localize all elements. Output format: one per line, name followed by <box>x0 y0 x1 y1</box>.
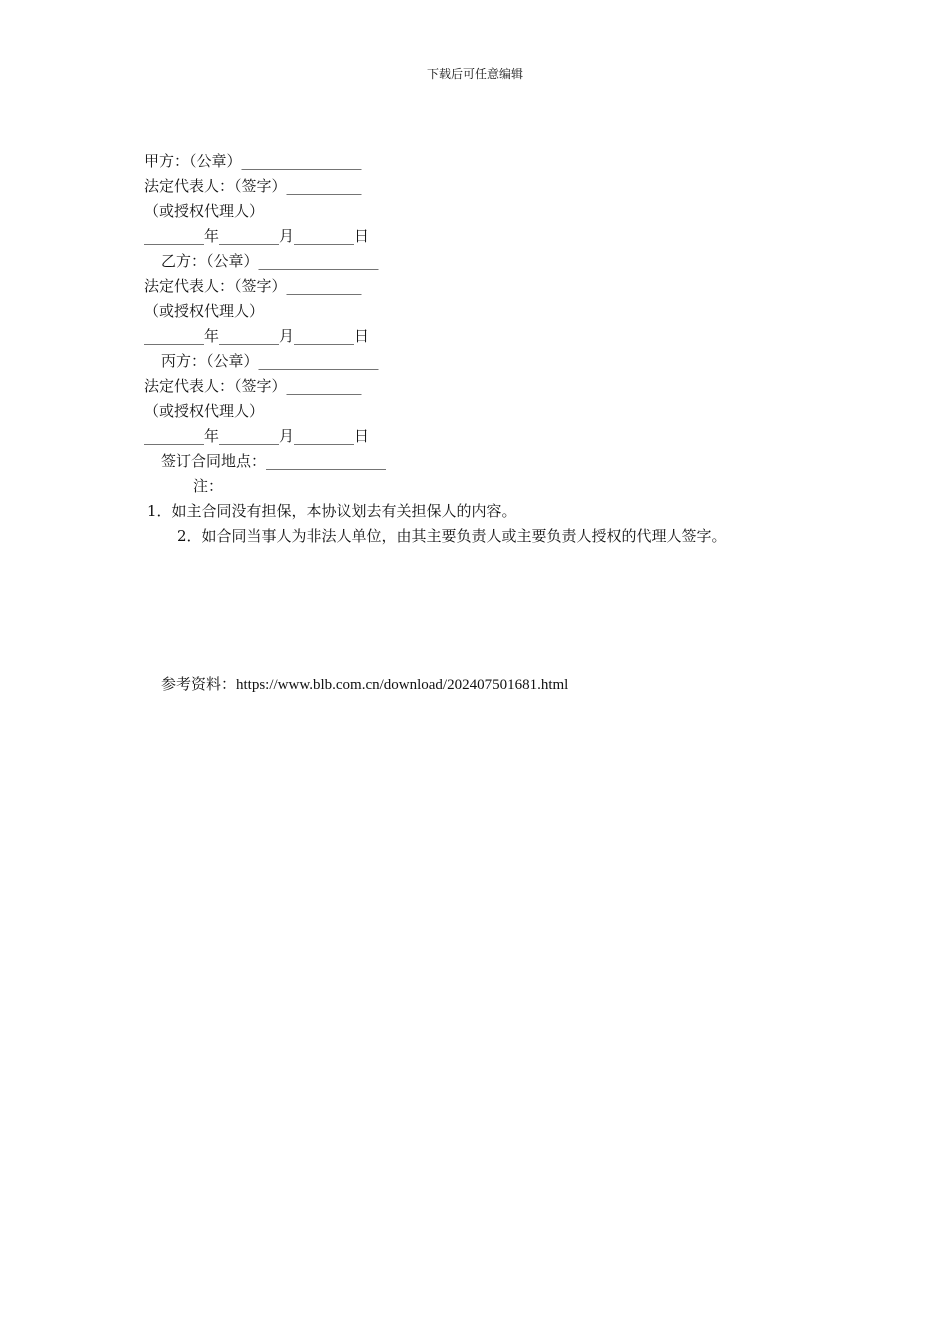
note-item: 2．如合同当事人为非法人单位，由其主要负责人或主要负责人授权的代理人签字。 <box>177 527 727 545</box>
party-c-agent-line: （或授权代理人） <box>144 402 265 420</box>
signing-place-line: 签订合同地点：________________ <box>161 452 387 470</box>
party-a-representative-line: 法定代表人：（签字）__________ <box>144 177 362 195</box>
page-header: 下载后可任意编辑 <box>426 67 523 81</box>
party-b-agent-line: （或授权代理人） <box>144 302 265 320</box>
reference-link-text: 参考资料：https://www.blb.com.cn/download/202407501681.html <box>161 677 569 693</box>
party-c-seal-line: 丙方：（公章）________________ <box>161 352 379 370</box>
party-b-seal-line: 乙方：（公章）________________ <box>161 252 379 270</box>
party-a-agent-line: （或授权代理人） <box>144 202 265 220</box>
note-item: 1．如主合同没有担保，本协议划去有关担保人的内容。 <box>147 502 517 520</box>
party-b-date-line: ________年________月________日 <box>144 327 370 345</box>
party-a-seal-line: 甲方：（公章）________________ <box>144 152 362 170</box>
party-c-date-line: ________年________月________日 <box>144 427 370 445</box>
party-b-representative-line: 法定代表人：（签字）__________ <box>144 277 362 295</box>
party-a-date-line: ________年________月________日 <box>144 227 370 245</box>
party-c-representative-line: 法定代表人：（签字）__________ <box>144 377 362 395</box>
notes-label: 注： <box>193 477 224 495</box>
